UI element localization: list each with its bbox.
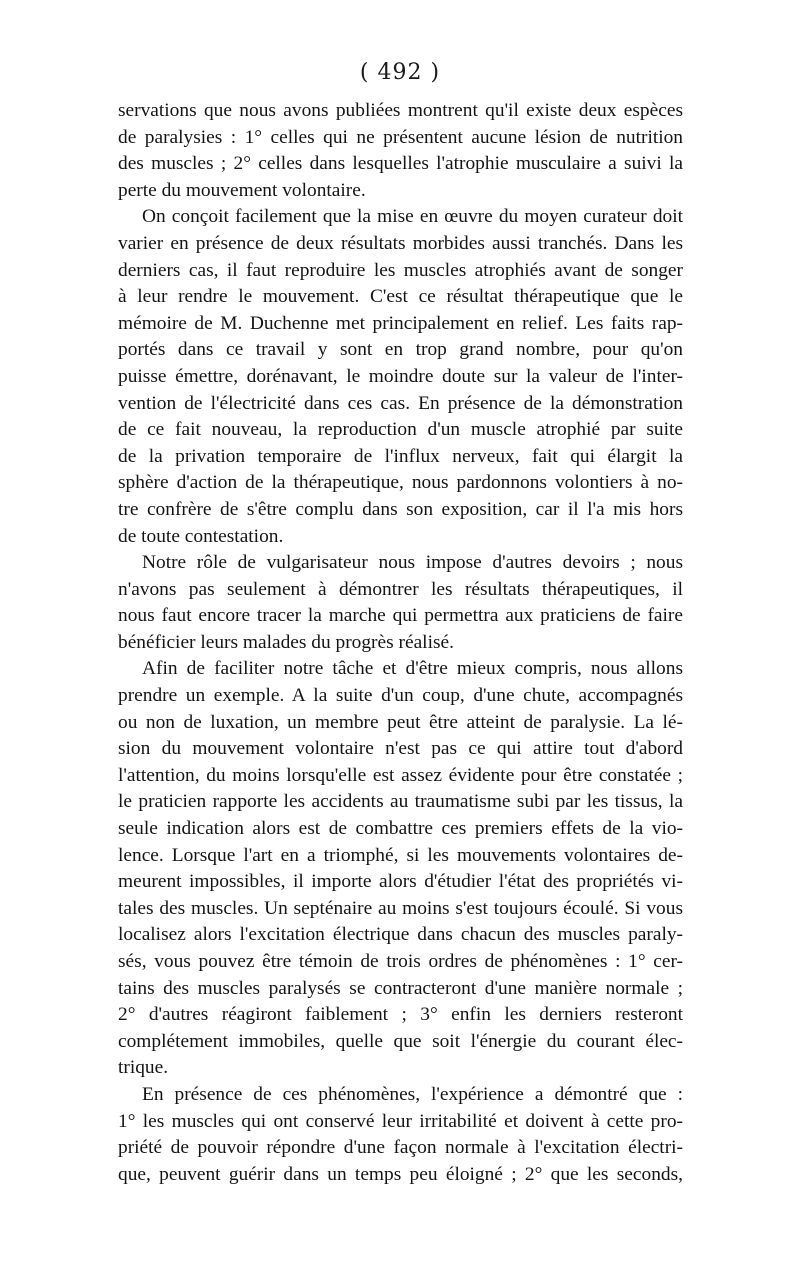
- text-line: On conçoit facilement que la mise en œuvre du moyen curateur doit: [142, 206, 683, 228]
- text-line: que, peuvent guérir dans un temps peu éloigné ; 2° que les seconds,: [118, 1163, 683, 1185]
- text-line: 2° d'autres réagiront faiblement ; 3° enfin les derniers resteront: [118, 1004, 683, 1026]
- body-text: [118, 98, 683, 1188]
- text-line: sphère d'action de la thérapeutique, nous pardonnons volontiers à no-: [118, 472, 683, 494]
- text-line: Notre rôle de vulgarisateur nous impose d'autres devoirs ; nous: [142, 552, 683, 574]
- text-line: trique.: [118, 1057, 169, 1079]
- text-line: meurent impossibles, il importe alors d'étudier l'état des propriétés vi-: [118, 871, 683, 893]
- text-line: de toute contestation.: [118, 525, 284, 547]
- text-line: complétement immobiles, quelle que soit l'énergie du courant élec-: [118, 1030, 683, 1052]
- text-line: tales des muscles. Un septénaire au moins s'est toujours écoulé. Si vous: [118, 897, 683, 919]
- text-line: à leur rendre le mouvement. C'est ce résultat thérapeutique que le: [118, 286, 683, 308]
- paragraph: [118, 550, 683, 656]
- text-line: En présence de ces phénomènes, l'expérience a démontré que :: [142, 1083, 683, 1105]
- text-line: vention de l'électricité dans ces cas. En présence de la démonstration: [118, 392, 683, 414]
- page-number: ( 492 ): [359, 60, 441, 85]
- text-line: localisez alors l'excitation électrique dans chacun des muscles paraly-: [118, 924, 683, 946]
- text-line: varier en présence de deux résultats morbides aussi tranchés. Dans les: [118, 232, 683, 254]
- text-line: nous faut encore tracer la marche qui permettra aux praticiens de faire: [118, 605, 683, 627]
- text-line: de la privation temporaire de l'influx nerveux, fait qui élargit la: [118, 445, 683, 467]
- text-line: 1° les muscles qui ont conservé leur irritabilité et doivent à cette pro-: [118, 1110, 683, 1132]
- text-line: tains des muscles paralysés se contracteront d'une manière normale ;: [118, 977, 683, 999]
- paragraph: [118, 98, 683, 204]
- text-line: derniers cas, il faut reproduire les muscles atrophiés avant de songer: [118, 259, 683, 281]
- text-line: ou non de luxation, un membre peut être atteint de paralysie. La lé-: [118, 711, 683, 733]
- text-line: prendre un exemple. A la suite d'un coup, d'une chute, accompagnés: [118, 685, 683, 707]
- text-line: bénéficier leurs malades du progrès réalisé.: [118, 631, 454, 653]
- text-line: Afin de faciliter notre tâche et d'être mieux compris, nous allons: [142, 658, 683, 680]
- text-line: puisse émettre, dorénavant, le moindre doute sur la valeur de l'inter-: [118, 365, 683, 387]
- text-line: portés dans ce travail y sont en trop grand nombre, pour qu'on: [118, 339, 683, 361]
- text-line: sés, vous pouvez être témoin de trois ordres de phénomènes : 1° cer-: [118, 951, 683, 972]
- paragraph: [118, 1082, 683, 1188]
- text-line: l'attention, du moins lorsqu'elle est assez évidente pour être constatée ;: [118, 764, 683, 786]
- text-line: n'avons pas seulement à démontrer les résultats thérapeutiques, il: [118, 578, 683, 600]
- text-line: de ce fait nouveau, la reproduction d'un muscle atrophié par suite: [118, 419, 683, 441]
- text-line: perte du mouvement volontaire.: [118, 179, 366, 201]
- text-line: servations que nous avons publiées montrent qu'il existe deux espèces: [118, 100, 683, 121]
- text-line: priété de pouvoir répondre d'une façon normale à l'excitation électri-: [118, 1137, 683, 1159]
- text-line: mémoire de M. Duchenne met principalement en relief. Les faits rap-: [118, 312, 683, 334]
- text-line: tre confrère de s'être complu dans son exposition, car il l'a mis hors: [118, 498, 683, 520]
- text-line: de paralysies : 1° celles qui ne présentent aucune lésion de nutrition: [118, 126, 683, 148]
- text-line: le praticien rapporte les accidents au traumatisme subi par les tissus, la: [118, 791, 683, 813]
- text-line: lence. Lorsque l'art en a triomphé, si les mouvements volontaires de-: [118, 844, 683, 866]
- text-line: des muscles ; 2° celles dans lesquelles l'atrophie musculaire a suivi la: [118, 153, 683, 175]
- paragraph: [118, 204, 683, 550]
- text-line: sion du mouvement volontaire n'est pas ce qui attire tout d'abord: [118, 738, 683, 760]
- paragraph: [118, 656, 683, 1082]
- text-line: seule indication alors est de combattre ces premiers effets de la vio-: [118, 818, 683, 840]
